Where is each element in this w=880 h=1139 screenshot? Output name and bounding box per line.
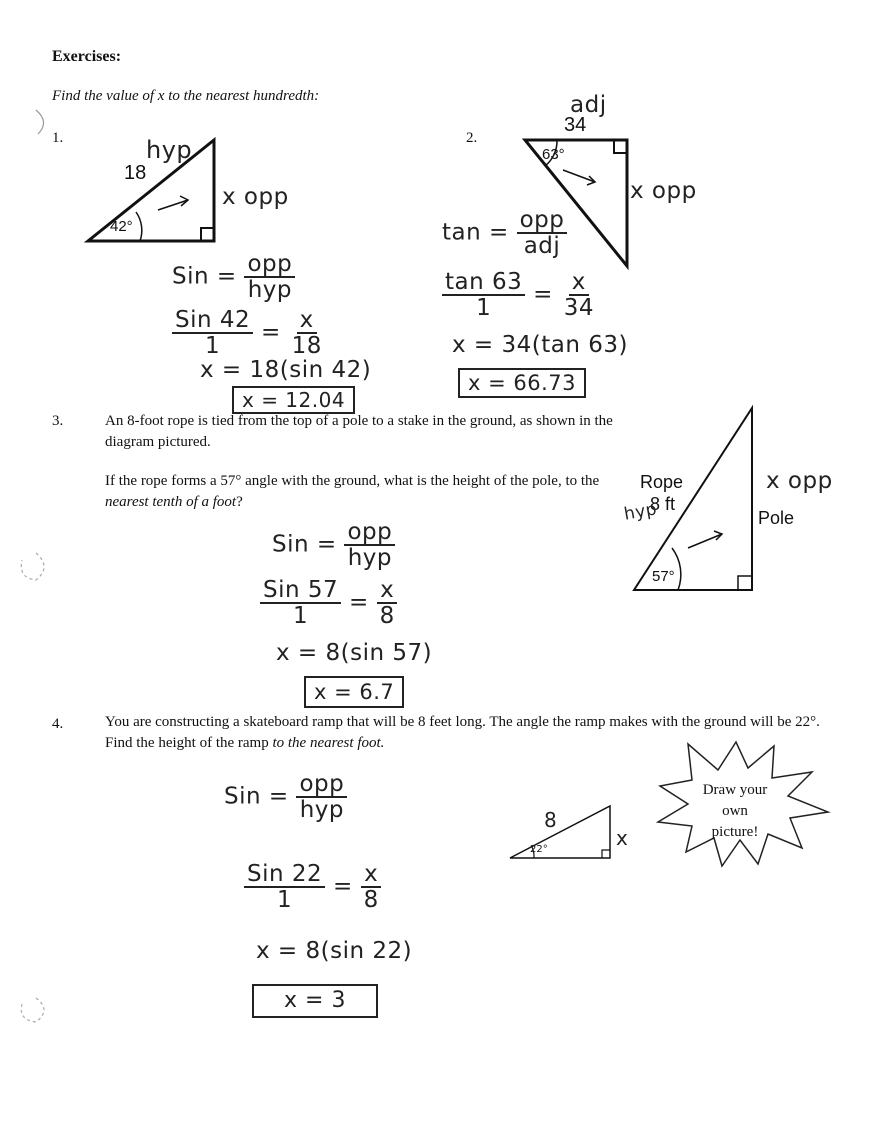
p1-work-line-2: $\frac{\text{Sin 42}}{1}$ = $\frac{x}{18}$: [172, 308, 325, 358]
p4-hyp-value: 8: [544, 808, 558, 832]
p2-adj-note: adj: [570, 92, 607, 118]
p1-hyp-note: hyp: [146, 136, 193, 164]
problem-4-text: You are constructing a skateboard ramp that will be 8 feet long. The angle the ramp makes with the ground will be 22°. Find the height of the ramp to the nearest foot.: [105, 714, 820, 751]
p2-answer: x = 66.73: [458, 368, 586, 398]
instruction-text: Find the value of x to the nearest hundredth:: [52, 88, 320, 104]
p1-hyp-value: 18: [124, 162, 147, 184]
problem-1-number: 1.: [52, 130, 64, 146]
p3-work-line-1: Sin = $\frac{\text{opp}}{\text{hyp}}$: [272, 520, 395, 570]
p3-hyp-note: hyp: [622, 499, 659, 525]
p4-work-line-1: Sin = $\frac{\text{opp}}{\text{hyp}}$: [224, 772, 347, 822]
p3-opp-note: x opp: [766, 468, 833, 494]
p4-work-line-3: x = 8(sin 22): [256, 938, 413, 964]
p2-work-line-1: tan = $\frac{\text{opp}}{\text{adj}}$: [442, 208, 567, 258]
p3-angle-label: 57°: [652, 568, 675, 585]
problem-3-text-1: An 8-foot rope is tied from the top of a pole to a stake in the ground, as shown in the diagram pictured.: [105, 413, 613, 450]
p4-angle-label: 22°: [530, 844, 548, 855]
margin-marks: [0, 0, 60, 1139]
problem-3-number: 3.: [52, 413, 64, 429]
p1-work-line-1: Sin = $\frac{\text{opp}}{\text{hyp}}$: [172, 252, 295, 302]
p4-work-line-2: $\frac{\text{Sin 22}}{1}$ = $\frac{x}{8}$: [244, 862, 382, 912]
p4-answer: x = 3: [252, 984, 378, 1018]
p3-rope-value: 8 ft: [650, 494, 676, 514]
p3-rope-label: Rope: [640, 472, 684, 492]
p2-opp-note: x opp: [630, 178, 697, 204]
problem-3-text-2: If the rope forms a 57° angle with the ground, what is the height of the pole, to the nearest tenth of a foot?: [105, 473, 600, 510]
p2-adj-value: 34: [564, 114, 587, 136]
page-heading: Exercises:: [52, 48, 122, 65]
p3-work-line-3: x = 8(sin 57): [276, 640, 433, 666]
p3-answer: x = 6.7: [304, 676, 404, 708]
p3-pole-label: Pole: [758, 508, 795, 528]
problem-3-triangle: [628, 400, 763, 595]
p1-opp-note: x opp: [222, 184, 289, 210]
p2-angle-label: 63°: [542, 146, 565, 163]
problem-4-triangle: [506, 800, 616, 865]
p4-opp-note: x: [616, 826, 629, 850]
problem-2-number: 2.: [466, 130, 478, 146]
p1-work-line-3: x = 18(sin 42): [200, 357, 372, 383]
p1-answer: x = 12.04: [232, 386, 355, 414]
p2-work-line-3: x = 34(tan 63): [452, 332, 628, 358]
burst-text: Draw your own picture!: [702, 782, 768, 840]
p2-work-line-2: $\frac{\tan 63}{1}$ = $\frac{x}{34}$: [442, 270, 597, 320]
p1-angle-label: 42°: [110, 218, 133, 235]
problem-4-number: 4.: [52, 716, 64, 732]
p3-work-line-2: $\frac{\text{Sin 57}}{1}$ = $\frac{x}{8}$: [260, 578, 398, 628]
